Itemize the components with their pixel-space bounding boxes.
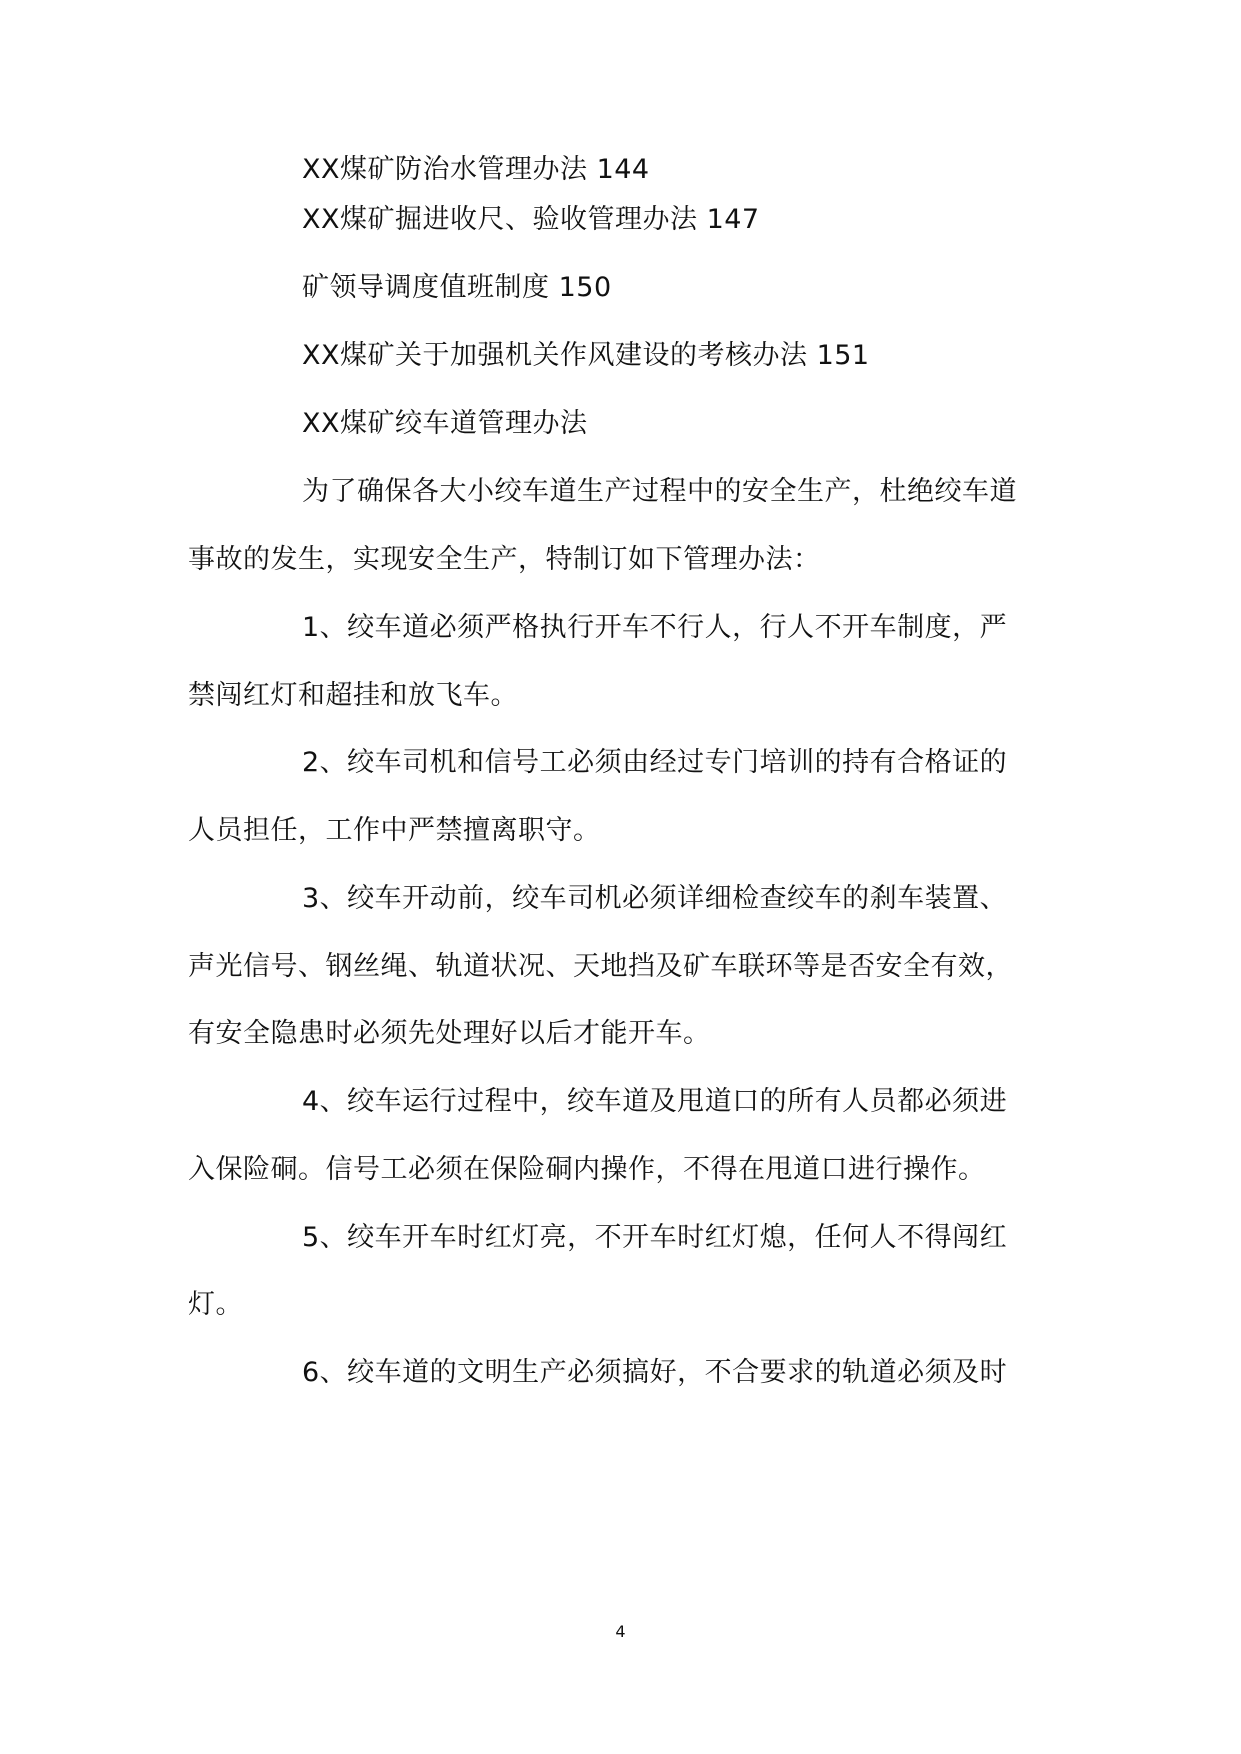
toc-entry: XX煤矿关于加强机关作风建设的考核办法 151 (302, 340, 870, 371)
paragraph-line: 为了确保各大小绞车道生产过程中的安全生产，杜绝绞车道 (302, 476, 1017, 507)
paragraph-line: 2、绞车司机和信号工必须由经过专门培训的持有合格证的 (302, 747, 1008, 778)
paragraph-line: 5、绞车开车时红灯亮，不开车时红灯熄，任何人不得闯红 (302, 1222, 1008, 1253)
toc-entry: XX煤矿防治水管理办法 144 (302, 154, 650, 185)
paragraph-line: 入保险硐。信号工必须在保险硐内操作，不得在甩道口进行操作。 (188, 1154, 986, 1185)
page-number: 4 (615, 1622, 626, 1641)
paragraph-line: 有安全隐患时必须先处理好以后才能开车。 (188, 1018, 711, 1049)
toc-entry: XX煤矿掘进收尺、验收管理办法 147 (302, 204, 760, 235)
paragraph-line: 灯。 (188, 1289, 243, 1320)
section-title: XX煤矿绞车道管理办法 (302, 408, 588, 439)
paragraph-line: 事故的发生，实现安全生产，特制订如下管理办法： (188, 544, 821, 575)
paragraph-line: 4、绞车运行过程中，绞车道及甩道口的所有人员都必须进 (302, 1086, 1008, 1117)
paragraph-line: 1、绞车道必须严格执行开车不行人，行人不开车制度，严 (302, 612, 1008, 643)
paragraph-line: 声光信号、钢丝绳、轨道状况、天地挡及矿车联环等是否安全有效， (188, 951, 1013, 982)
paragraph-line: 禁闯红灯和超挂和放飞车。 (188, 680, 518, 711)
toc-entry: 矿领导调度值班制度 150 (302, 272, 612, 303)
paragraph-line: 6、绞车道的文明生产必须搞好，不合要求的轨道必须及时 (302, 1357, 1008, 1388)
paragraph-line: 人员担任，工作中严禁擅离职守。 (188, 815, 601, 846)
paragraph-line: 3、绞车开动前，绞车司机必须详细检查绞车的刹车装置、 (302, 883, 1008, 914)
